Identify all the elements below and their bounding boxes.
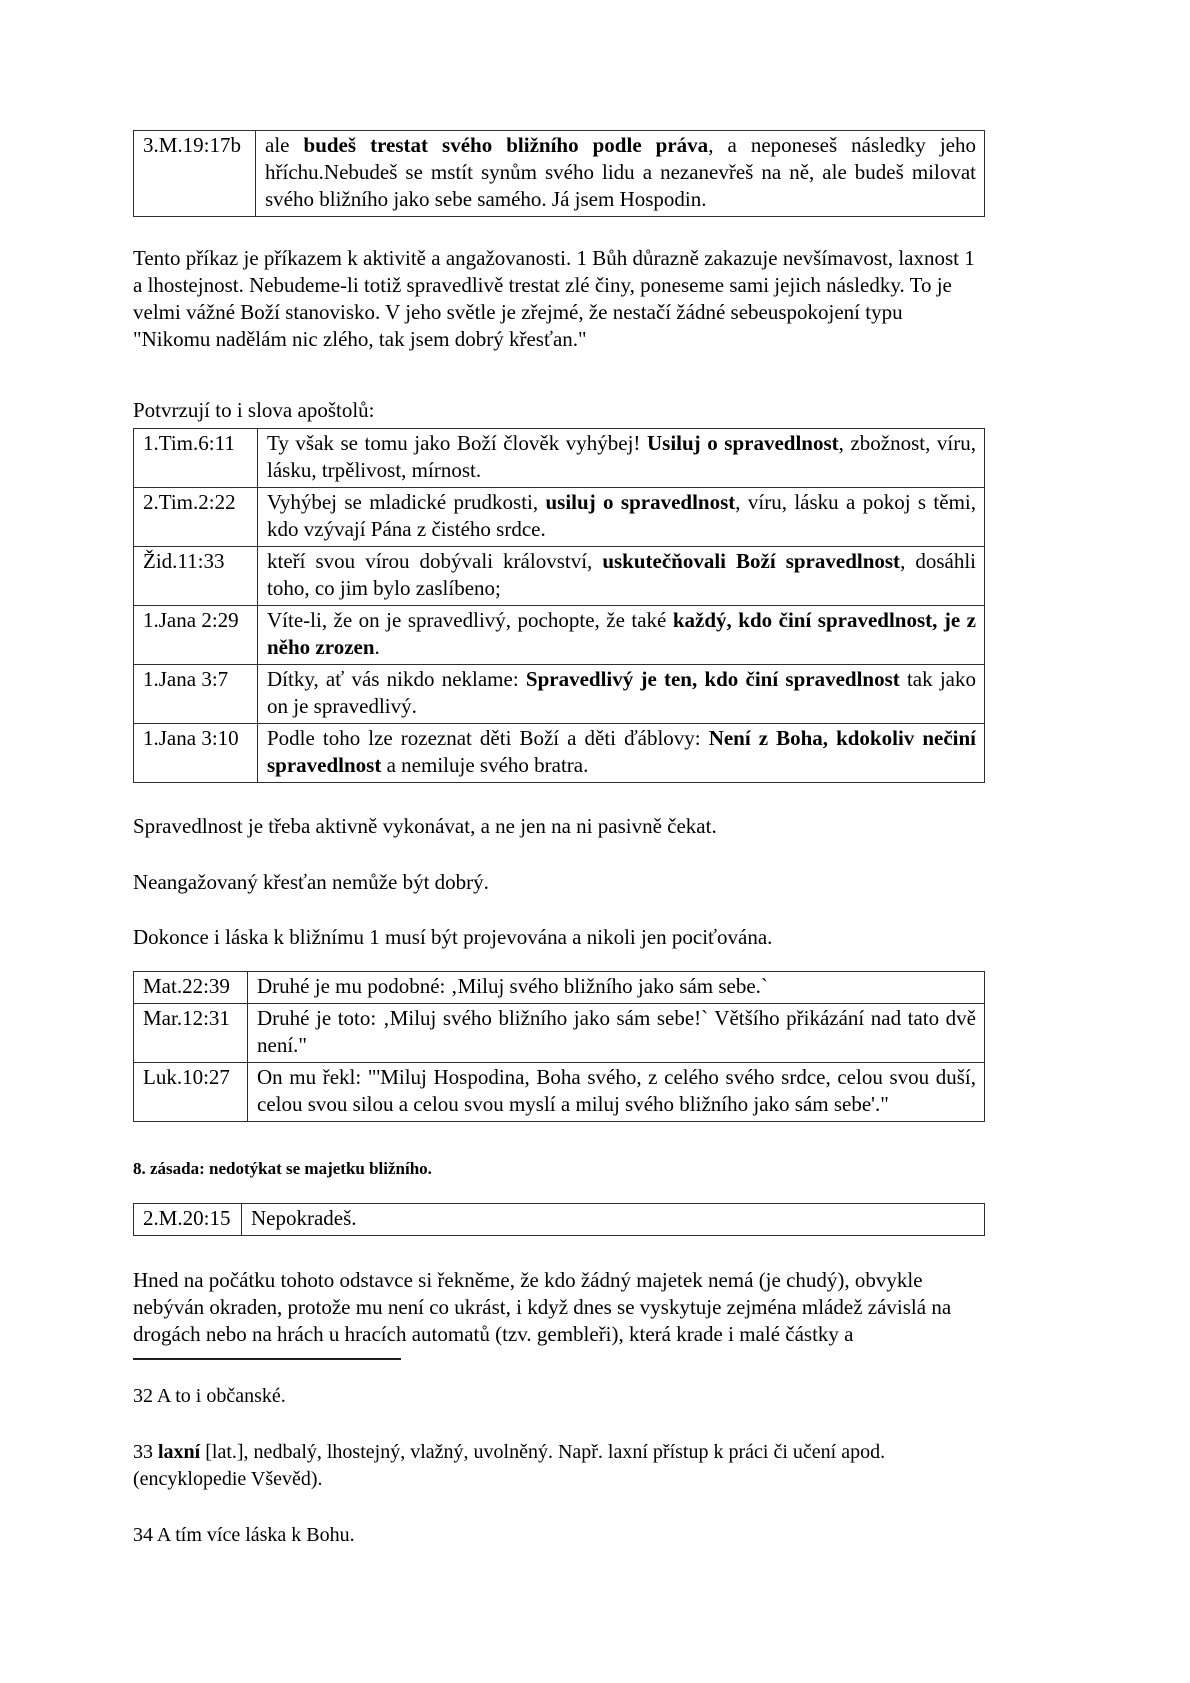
verse-text: Nepokradeš. <box>242 1204 985 1236</box>
principle-8-heading: 8. zásada: nedotýkat se majetku bližního. <box>133 1159 432 1178</box>
verse-text: On mu řekl: "'Miluj Hospodina, Boha svého, z celého svého srdce, celou svou duší, celou svou silou a celou svou myslí a miluj svého bližního jako sám sebe'." <box>248 1063 985 1122</box>
verse-text: Podle toho lze rozeznat děti Boží a děti ďáblovy: Není z Boha, kdokoliv nečiní spravedlnost a nemiluje svého bratra. <box>258 724 985 783</box>
footnotes-section <box>133 1383 985 1549</box>
verse-text: Vyhýbej se mladické prudkosti, usiluj o spravedlnost, víru, lásku a pokoj s těmi, kdo vzývají Pána z čistého srdce. <box>258 488 985 547</box>
scripture-table-apostles <box>133 428 985 783</box>
footnote-separator <box>133 1358 401 1360</box>
verse-text: Druhé je mu podobné: ‚Miluj svého bližního jako sám sebe.` <box>248 972 985 1004</box>
paragraph-justice-active: Spravedlnost je třeba aktivně vykonávat, a ne jen na ni pasivně čekat. <box>133 814 717 838</box>
verse-reference: Mar.12:31 <box>134 1004 248 1063</box>
verse-reference: 2.Tim.2:22 <box>134 488 258 547</box>
verse-text: Víte-li, že on je spravedlivý, pochopte, že také každý, kdo činí spravedlnost, je z něho zrozen. <box>258 606 985 665</box>
verse-row <box>134 972 985 1004</box>
verse-text: kteří svou vírou dobývali království, uskutečňovali Boží spravedlnost, dosáhli toho, co jim bylo zaslíbeno; <box>258 547 985 606</box>
verse-text: Druhé je toto: ‚Miluj svého bližního jako sám sebe!` Většího přikázání nad tato dvě není." <box>248 1004 985 1063</box>
verse-text: Dítky, ať vás nikdo neklame: Spravedlivý je ten, kdo činí spravedlnost tak jako on je spravedlivý. <box>258 665 985 724</box>
verse-reference: Luk.10:27 <box>134 1063 248 1122</box>
verse-reference: 1.Jana 3:7 <box>134 665 258 724</box>
verse-row <box>134 724 985 783</box>
scripture-table-nepokrades <box>133 1203 985 1236</box>
verse-row <box>134 547 985 606</box>
verse-reference: 3.M.19:17b <box>134 131 256 217</box>
verse-reference: 1.Tim.6:11 <box>134 429 258 488</box>
verse-row <box>134 488 985 547</box>
verse-reference: Žid.11:33 <box>134 547 258 606</box>
verse-reference: 1.Jana 2:29 <box>134 606 258 665</box>
scripture-table-leviticus <box>133 130 985 217</box>
paragraph-unengaged-christian: Neangažovaný křesťan nemůže být dobrý. <box>133 870 489 894</box>
paragraph-love-neighbor: Dokonce i láska k bližnímu 1 musí být projevována a nikoli jen pociťována. <box>133 925 773 949</box>
footnote: 33 laxní [lat.], nedbalý, lhostejný, vlažný, uvolněný. Např. laxní přístup k práci či učení apod. (encyklopedie Vševěd). <box>133 1441 886 1490</box>
document-page <box>133 0 985 1549</box>
verse-reference: Mat.22:39 <box>134 972 248 1004</box>
verse-text: Ty však se tomu jako Boží člověk vyhýbej! Usiluj o spravedlnost, zbožnost, víru, lásku, trpělivost, mírnost. <box>258 429 985 488</box>
apostles-intro-label: Potvrzují to i slova apoštolů: <box>133 398 375 422</box>
verse-row <box>134 1063 985 1122</box>
paragraph-theft-intro: Hned na počátku tohoto odstavce si řekněme, že kdo žádný majetek nemá (je chudý), obvykle nebýván okraden, protože mu není co ukrást, i když dnes se vyskytuje zejména mládež závislá na drogách nebo na hrách u hracích automatů (tzv. gembleři), která krade i malé částky a <box>133 1268 952 1346</box>
footnote: 32 A to i občanské. <box>133 1385 286 1407</box>
verse-row <box>134 429 985 488</box>
verse-text: ale budeš trestat svého bližního podle práva, a neponeseš následky jeho hříchu.Nebudeš se mstít synům svého lidu a nezanevřeš na ně, ale budeš milovat svého bližního jako sebe samého. Já jsem Hospodin. <box>256 131 985 217</box>
verse-row <box>134 1004 985 1063</box>
verse-row <box>134 665 985 724</box>
verse-reference: 1.Jana 3:10 <box>134 724 258 783</box>
paragraph-command-activity: Tento příkaz je příkazem k aktivitě a angažovanosti. 1 Bůh důrazně zakazuje nevšímavost, laxnost 1 a lhostejnost. Nebudeme-li totiž spravedlivě trestat zlé činy, poneseme sami jejich následky. To je velmi vážné Boží stanovisko. V jeho světle je zřejmé, že nestačí žádné sebeuspokojení typu "Nikomu nadělám nic zlého, tak jsem dobrý křesťan." <box>133 246 975 351</box>
verse-row <box>134 1204 985 1236</box>
scripture-table-love-neighbor <box>133 971 985 1122</box>
verse-row <box>134 606 985 665</box>
footnote: 34 A tím více láska k Bohu. <box>133 1524 355 1546</box>
verse-row <box>134 131 985 217</box>
verse-reference: 2.M.20:15 <box>134 1204 242 1236</box>
